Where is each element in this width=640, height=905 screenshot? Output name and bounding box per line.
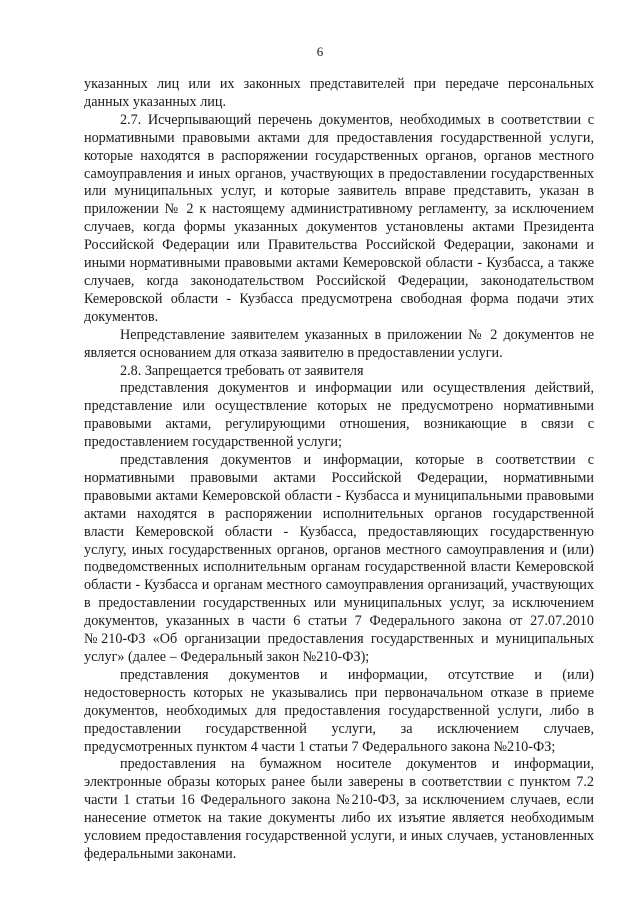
document-body: [84, 76, 594, 864]
paragraph-2-7: 2.7. Исчерпывающий перечень документов, необходимых в соответствии с нормативными правовыми актами для предоставления государственной услуги, которые находятся в распоряжении государственных органов, органов местного самоуправления и иных органов, участвующих в предоставлении государственных или муниципальных услуг, и которые заявитель вправе представить, указан в приложении № 2 к настоящему административному регламенту, за исключением случаев, когда формы указанных документов установлены актами Президента Российской Федерации или Правительства Российской Федерации, законами и иными нормативными правовыми актами Кемеровской области - Кузбасса, а также случаев, когда законодательством Российской Федерации, законодательством Кемеровской области - Кузбасса предусмотрена свободная форма подачи этих документов.: [84, 111, 594, 325]
paragraph-prohibition-4: предоставления на бумажном носителе документов и информации, электронные образы которых ранее были заверены в соответствии с пунктом 7.2 части 1 статьи 16 Федерального закона №210-ФЗ, за исключением случаев, если нанесение отметок на такие документы либо их изъятие является необходимым условием предоставления государственной услуги, и иных случаев, установленных федеральными законами.: [84, 756, 594, 862]
paragraph-prohibition-3: представления документов и информации, отсутствие и (или) недостоверность которых не указывались при первоначальном отказе в приеме документов, необходимых для предоставления государственной услуги, либо в предоставлении государственной услуги, за исключением случаев, предусмотренных пунктом 4 части 1 статьи 7 Федерального закона №210-ФЗ;: [84, 666, 594, 755]
paragraph-prohibition-1: представления документов и информации или осуществления действий, представление или осуществление которых не предусмотрено нормативными правовыми актами, регулирующими отношения, возникающие в связи с предоставлением государственной услуги;: [84, 380, 594, 451]
paragraph-non-submission: Непредставление заявителем указанных в приложении № 2 документов не является основанием для отказа заявителю в предоставлении услуги.: [84, 326, 594, 361]
paragraph-continuation: указанных лиц или их законных представителей при передаче персональных данных указанных лиц.: [84, 76, 594, 110]
paragraph-2-8-heading: 2.8. Запрещается требовать от заявителя: [120, 362, 364, 379]
paragraph-prohibition-2: представления документов и информации, которые в соответствии с нормативными правовыми актами Российской Федерации, нормативными правовыми актами Кемеровской области - Кузбасса и муниципальными правовыми актами находятся в распоряжении исполнительных органов государственной власти Кемеровской области - Кузбасса, предоставляющих государственную услугу, иных государственных органов, органов местного самоуправления и (или) подведомственных исполнительным органам государственной власти Кемеровской области - Кузбасса и органам местного самоуправления организаций, участвующих в предоставлении государственных или муниципальных услуг, за исключением документов, указанных в части 6 статьи 7 Федерального закона от 27.07.2010 №210-ФЗ «Об организации предоставления государственных и муниципальных услуг» (далее – Федеральный закон №210-ФЗ);: [84, 452, 594, 665]
page-number: 6: [316, 44, 324, 59]
